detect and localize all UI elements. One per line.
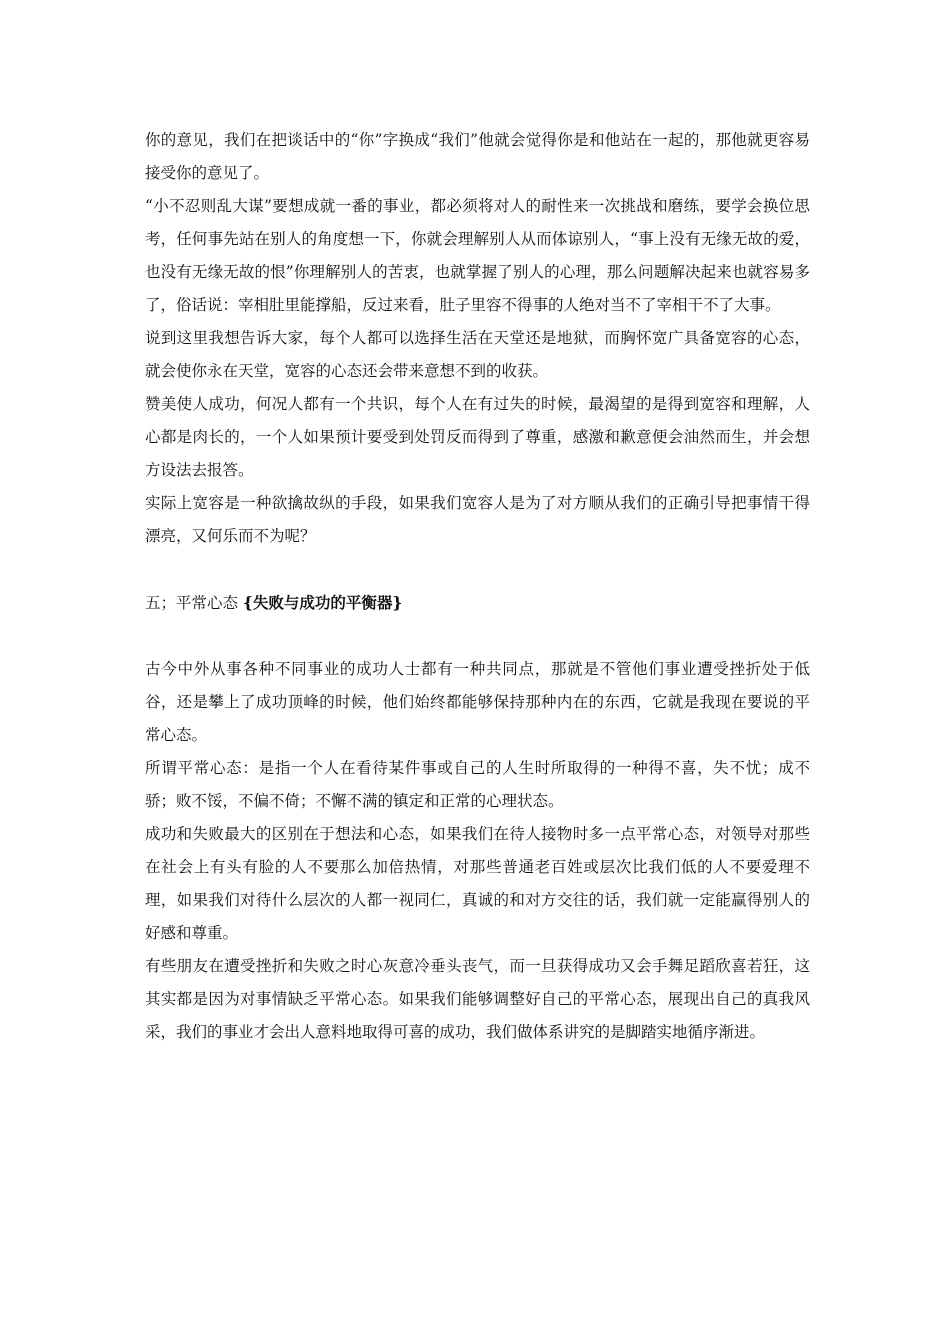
section-heading-subtitle: {失败与成功的平衡器} — [242, 593, 403, 612]
paragraph: 实际上宽容是一种欲擒故纵的手段，如果我们宽容人是为了对方顺从我们的正确引导把事情干得漂亮，又何乐而不为呢？ — [145, 494, 810, 545]
paragraph: 古今中外从事各种不同事业的成功人士都有一种共同点，那就是不管他们事业遭受挫折处于低谷，还是攀上了成功顶峰的时候，他们始终都能够保持那种内在的东西，它就是我现在要说的平常心态。 — [145, 660, 810, 744]
paragraph: 成功和失败最大的区别在于想法和心态，如果我们在待人接物时多一点平常心态，对领导对那些在社会上有头有脸的人不要那么加倍热情，对那些普通老百姓或层次比我们低的人不要爱理不理，如果我们对待什么层次的人都一视同仁，真诚的和对方交往的话，我们就一定能赢得别人的好感和尊重。 — [145, 825, 810, 942]
paragraph: 有些朋友在遭受挫折和失败之时心灰意冷垂头丧气，而一旦获得成功又会手舞足蹈欣喜若狂，这其实都是因为对事情缺乏平常心态。如果我们能够调整好自己的平常心态，展现出自己的真我风采，我们的事业才会出人意料地取得可喜的成功，我们做体系讲究的是脚踏实地循序渐进。 — [145, 957, 810, 1041]
spacer — [145, 620, 810, 653]
section-heading — [145, 586, 810, 620]
paragraph: 你的意见，我们在把谈话中的“你”字换成“我们”他就会觉得你是和他站在一起的，那他就更容易接受你的意见了。 — [145, 131, 810, 182]
paragraph: 赞美使人成功，何况人都有一个共识，每个人在有过失的时候，最渴望的是得到宽容和理解，人心都是肉长的，一个人如果预计要受到处罚反而得到了尊重，感激和歉意便会油然而生，并会想方设法去报答。 — [145, 395, 810, 479]
spacer — [145, 553, 810, 586]
document-body — [145, 124, 810, 1049]
paragraph: 说到这里我想告诉大家，每个人都可以选择生活在天堂还是地狱，而胸怀宽广具备宽容的心态，就会使你永在天堂，宽容的心态还会带来意想不到的收获。 — [145, 329, 810, 380]
paragraph: 所谓平常心态：是指一个人在看待某件事或自己的人生时所取得的一种得不喜，失不忧；成不骄；败不馁，不偏不倚；不懈不满的镇定和正常的心理状态。 — [145, 759, 810, 810]
section-heading-number: 五；平常心态 — [145, 594, 243, 612]
paragraph: “小不忍则乱大谋”要想成就一番的事业，都必须将对人的耐性来一次挑战和磨练，要学会换位思考，任何事先站在别人的角度想一下，你就会理解别人从而体谅别人，“事上没有无缘无故的爱，也没有无缘无故的恨”你理解别人的苦衷，也就掌握了别人的心理，那么问题解决起来也就容易多了，俗话说：宰相肚里能撑船，反过来看，肚子里容不得事的人绝对当不了宰相干不了大事。 — [145, 197, 810, 314]
